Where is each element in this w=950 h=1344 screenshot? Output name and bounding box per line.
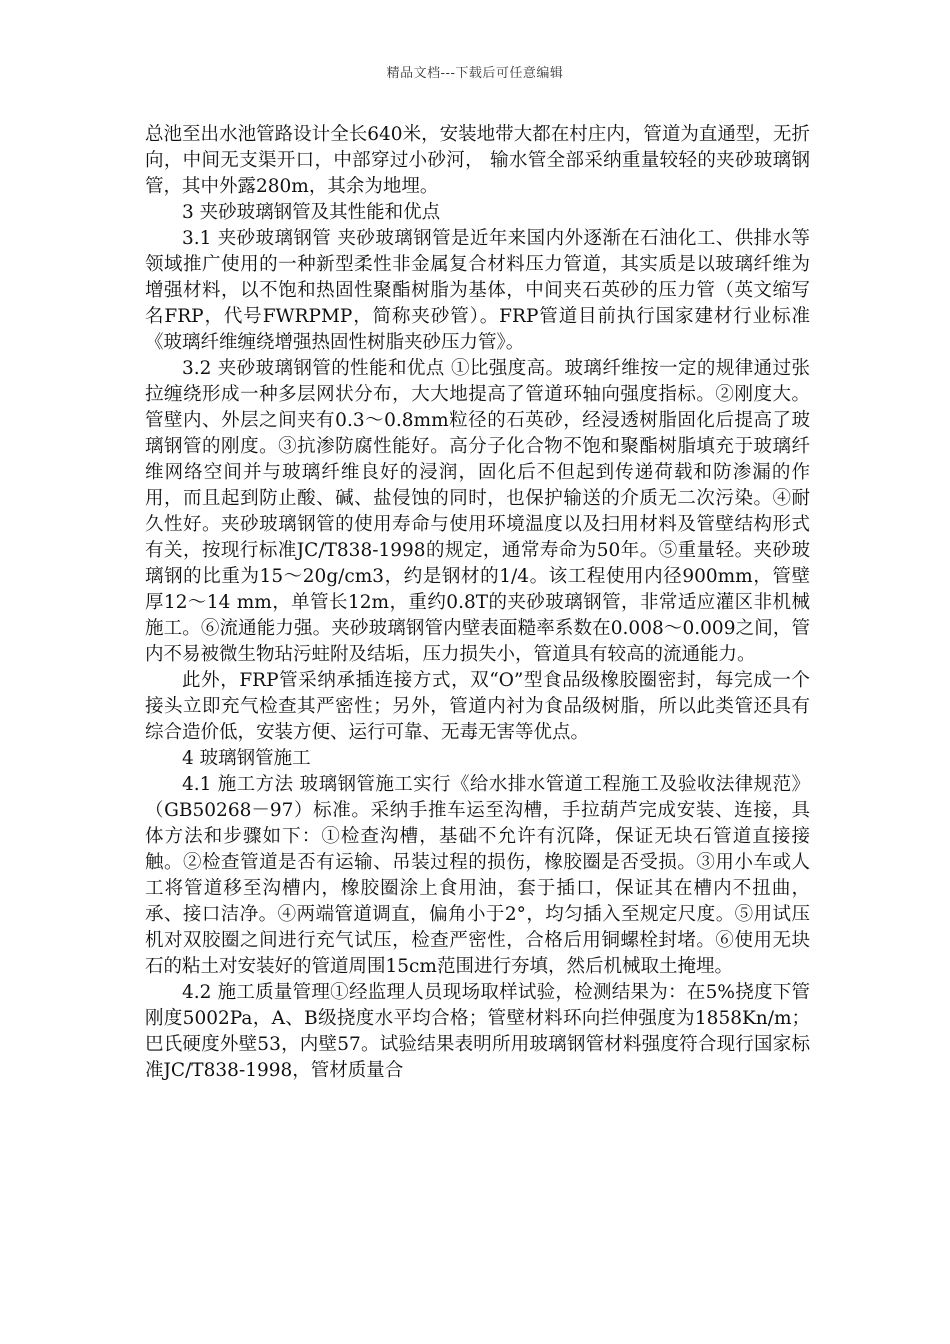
body-text	[145, 122, 810, 1084]
paragraph-4-1: 4.1 施工方法 玻璃钢管施工实行《给水排水管道工程施工及验收法律规范》（GB50268－97）标准。采纳手推车运至沟槽，手拉葫芦完成安装、连接，具体方法和步骤如下：①检查沟槽，基础不允许有沉降，保证无块石管道直接接触。②检查管道是否有运输、吊装过程的损伤，橡胶圈是否受损。③用小车或人工将管道移至沟槽内，橡胶圈涂上食用油，套于插口，保证其在槽内不扭曲，承、接口洁净。④两端管道调直，偏角小于2°，均匀插入至规定尺度。⑤用试压机对双胶圈之间进行充气试压，检查严密性，合格后用铜螺栓封堵。⑥使用无块石的粘土对安装好的管道周围15cm范围进行夯填，然后机械取土掩埋。	[145, 774, 810, 977]
paragraph-3-2: 3.2 夹砂玻璃钢管的性能和优点 ①比强度高。玻璃纤维按一定的规律通过张拉缠绕形成一种多层网状分布，大大地提高了管道环轴向强度指标。②刚度大。管壁内、外层之间夹有0.3～0.8mm粒径的石英砂，经浸透树脂固化后提高了玻璃钢管的刚度。③抗渗防腐性能好。高分子化合物不饱和聚酯树脂填充于玻璃纤维网络空间并与玻璃纤维良好的浸润，固化后不但起到传递荷载和防渗漏的作用，而且起到防止酸、碱、盐侵蚀的同时，也保护输送的介质无二次污染。④耐久性好。夹砂玻璃钢管的使用寿命与使用环境温度以及扫用材料及管壁结构形式有关，按现行标准JC/T838-1998的规定，通常寿命为50年。⑤重量轻。夹砂玻璃钢的比重为15～20g/cm3，约是钢材的1/4。该工程使用内径900mm，管壁厚12～14 mm，单管长12m，重约0.8T的夹砂玻璃钢管，非常适应灌区非机械施工。⑥流通能力强。夹砂玻璃钢管内壁表面糙率系数在0.008～0.009之间，管内不易被微生物玷污蛀附及结垢，压力损失小，管道具有较高的流通能力。	[145, 358, 810, 665]
paragraph-intro: 总池至出水池管路设计全长640米，安装地带大都在村庄内，管道为直通型，无折向，中间无支渠开口，中部穿过小砂河， 输水管全部采纳重量较轻的夹砂玻璃钢管，其中外露280m，其余为地埋。	[145, 124, 810, 197]
section-heading-4: 4 玻璃钢管施工	[182, 748, 311, 769]
paragraph-4-2: 4.2 施工质量管理①经监理人员现场取样试验，检测结果为：在5%挠度下管刚度5002Pa，A、B级挠度水平均合格；管壁材料环向拦伸强度为1858Kn/m；巴氏硬度外壁53，内壁57。试验结果表明所用玻璃钢管材料强度符合现行国家标准JC/T838-1998，管材质量合	[145, 982, 810, 1081]
page-header: 精品文档---下载后可任意编辑	[386, 66, 564, 81]
section-heading-3: 3 夹砂玻璃钢管及其性能和优点	[182, 202, 441, 223]
paragraph-3-1: 3.1 夹砂玻璃钢管 夹砂玻璃钢管是近年来国内外逐渐在石油化工、供排水等领域推广使用的一种新型柔性非金属复合材料压力管道，其实质是以玻璃纤维为增强材料，以不饱和热固性聚酯树脂为基体，中间夹石英砂的压力管（英文缩写名FRP，代号FWRPMP，简称夹砂管）。FRP管道目前执行国家建材行业标准《玻璃纤维缠绕增强热固性树脂夹砂压力管》。	[145, 228, 810, 353]
paragraph-additional: 此外，FRP管采纳承插连接方式，双“O”型食品级橡胶圈密封，每完成一个接头立即充气检查其严密性；另外，管道内衬为食品级树脂，所以此类管还具有综合造价低，安装方便、运行可靠、无毒无害等优点。	[145, 670, 810, 743]
